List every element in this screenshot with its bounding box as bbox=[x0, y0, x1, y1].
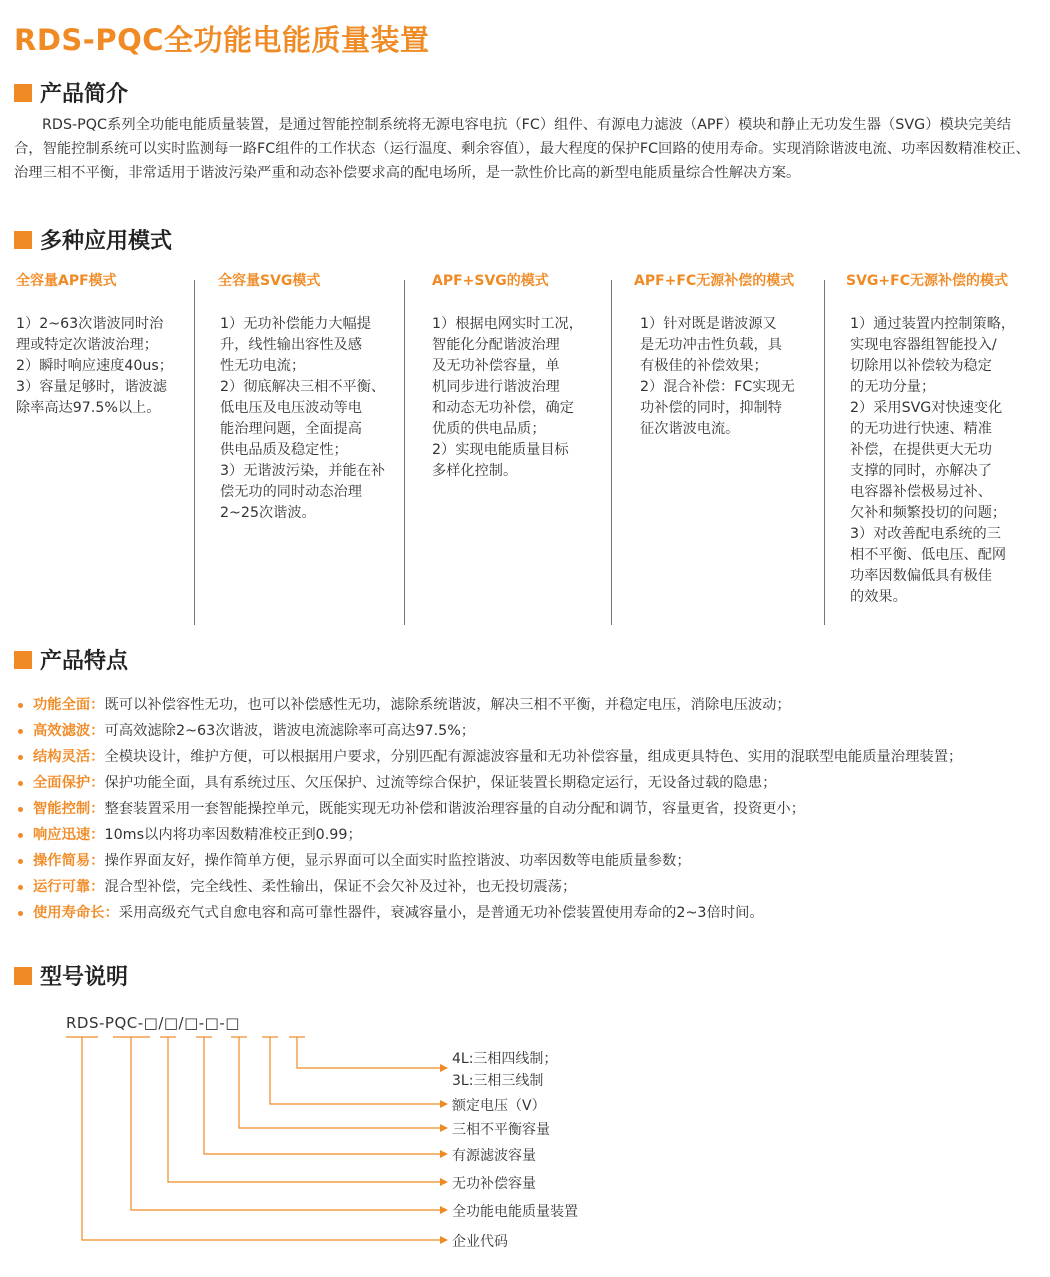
mode-title: SVG+FC无源补偿的模式 bbox=[846, 273, 1008, 289]
mode-column-apf-svg bbox=[432, 270, 583, 479]
mode-line: 功率因数偏低具有极佳 bbox=[850, 568, 992, 584]
mode-line: 低电压及电压波动等电 bbox=[220, 400, 362, 416]
feature-list bbox=[18, 692, 1038, 926]
section-marker-icon bbox=[14, 84, 32, 102]
mode-column-apf-fc bbox=[634, 270, 795, 437]
feature-text: 操作界面友好，操作简单方便，显示界面可以全面实时监控谐波、功率因数等电能质量参数； bbox=[104, 853, 691, 869]
feature-item bbox=[18, 770, 1038, 796]
mode-line: 和动态无功补偿，确定 bbox=[432, 400, 574, 416]
mode-line: 3）容量足够时，谐波滤 bbox=[16, 379, 167, 395]
mode-line: 有极佳的补偿效果； bbox=[640, 358, 768, 374]
mode-line: 电容器补偿极易过补、 bbox=[850, 484, 992, 500]
mode-line: 升，线性输出容性及感 bbox=[220, 337, 362, 353]
feature-text: 全模块设计，维护方便，可以根据用户要求，分别匹配有源滤波容量和无功补偿容量，组成更具特色、实用的混联型电能质量治理装置； bbox=[104, 749, 963, 765]
mode-line: 的无功分量； bbox=[850, 379, 936, 395]
section-marker-icon bbox=[14, 651, 32, 669]
arrow-head-icon bbox=[440, 1178, 448, 1186]
column-divider bbox=[404, 280, 405, 625]
model-label-4l: 4L:三相四线制； bbox=[452, 1051, 558, 1067]
mode-line: 2）采用SVG对快速变化 bbox=[850, 400, 1003, 416]
feature-item bbox=[18, 900, 1038, 926]
leader-var-comp bbox=[168, 1037, 440, 1182]
feature-item bbox=[18, 744, 1038, 770]
leader-voltage bbox=[270, 1037, 440, 1104]
feature-item bbox=[18, 874, 1038, 900]
feature-key: 功能全面： bbox=[33, 697, 105, 713]
feature-text: 保护功能全面，具有系统过压、欠压保护、过流等综合保护，保证装置长期稳定运行，无设备过载的隐患； bbox=[104, 775, 777, 791]
mode-line: 理或特定次谐波治理； bbox=[16, 337, 158, 353]
feature-text: 整套装置采用一套智能操控单元，既能实现无功补偿和谐波治理容量的自动分配和调节，容量更省，投资更小； bbox=[104, 801, 806, 817]
mode-line: 1）根据电网实时工况， bbox=[432, 316, 583, 332]
model-label-var: 无功补偿容量 bbox=[452, 1176, 536, 1192]
mode-line: 支撑的同时，亦解决了 bbox=[850, 463, 992, 479]
bullet-icon bbox=[18, 885, 23, 890]
leader-product bbox=[131, 1037, 440, 1210]
arrow-head-icon bbox=[440, 1236, 448, 1244]
mode-title: 全容量APF模式 bbox=[16, 273, 117, 289]
mode-body bbox=[850, 314, 1015, 608]
mode-title: APF+SVG的模式 bbox=[432, 273, 549, 289]
section-heading-text: 多种应用模式 bbox=[40, 229, 173, 254]
feature-item bbox=[18, 796, 1038, 822]
arrow-head-icon bbox=[440, 1100, 448, 1108]
mode-line: 优质的供电品质； bbox=[432, 421, 546, 437]
bullet-icon bbox=[18, 755, 23, 760]
bullet-icon bbox=[18, 911, 23, 916]
feature-item bbox=[18, 718, 1038, 744]
bullet-icon bbox=[18, 703, 23, 708]
feature-key: 高效滤波： bbox=[33, 723, 105, 739]
feature-item bbox=[18, 692, 1038, 718]
mode-line: 1）无功补偿能力大幅提 bbox=[220, 316, 371, 332]
mode-body bbox=[640, 314, 795, 440]
feature-text: 可高效滤除2~63次谐波，谐波电流滤除率可高达97.5%； bbox=[104, 723, 476, 739]
section-heading-model bbox=[14, 960, 128, 991]
mode-body bbox=[220, 314, 385, 524]
mode-line: 补偿，在提供更大无功 bbox=[850, 442, 992, 458]
column-divider bbox=[194, 280, 195, 625]
mode-line: 3）无谐波污染，并能在补 bbox=[220, 463, 386, 479]
leader-unbalance bbox=[239, 1037, 440, 1128]
model-label-apf: 有源滤波容量 bbox=[452, 1148, 536, 1164]
bullet-icon bbox=[18, 781, 23, 786]
model-label-product: 全功能电能质量装置 bbox=[452, 1204, 578, 1220]
section-heading-text: 产品简介 bbox=[40, 82, 129, 107]
mode-line: 智能化分配谐波治理 bbox=[432, 337, 560, 353]
mode-line: 2）瞬时响应速度40us； bbox=[16, 358, 173, 374]
model-label-voltage: 额定电压（V） bbox=[452, 1098, 546, 1114]
mode-line: 2）混合补偿：FC实现无 bbox=[640, 379, 795, 395]
feature-key: 智能控制： bbox=[33, 801, 105, 817]
mode-line: 2）彻底解决三相不平衡、 bbox=[220, 379, 386, 395]
page-title: RDS-PQC全功能电能质量装置 bbox=[14, 23, 430, 57]
mode-line: 的效果。 bbox=[850, 589, 907, 605]
section-heading-features bbox=[14, 644, 128, 675]
mode-line: 多样化控制。 bbox=[432, 463, 518, 479]
mode-line: 供电品质及稳定性； bbox=[220, 442, 348, 458]
leader-wiring bbox=[297, 1037, 440, 1068]
section-heading-intro bbox=[14, 77, 128, 108]
mode-line: 是无功冲击性负载，具 bbox=[640, 337, 782, 353]
mode-line: 能治理问题，全面提高 bbox=[220, 421, 362, 437]
model-code: RDS-PQC-□/□/□-□-□ bbox=[66, 1014, 240, 1032]
model-label-unbalance: 三相不平衡容量 bbox=[452, 1122, 550, 1138]
mode-line: 1）2~63次谐波同时治 bbox=[16, 316, 164, 332]
arrow-head-icon bbox=[440, 1064, 448, 1072]
mode-line: 性无功电流； bbox=[220, 358, 306, 374]
mode-line: 相不平衡、低电压、配网 bbox=[850, 547, 1007, 563]
mode-line: 2）实现电能质量目标 bbox=[432, 442, 569, 458]
arrow-head-icon bbox=[440, 1206, 448, 1214]
section-heading-text: 产品特点 bbox=[40, 649, 129, 674]
mode-line: 实现电容器组智能投入/ bbox=[850, 337, 997, 353]
section-heading-text: 型号说明 bbox=[40, 965, 129, 990]
model-label-3l: 3L:三相三线制 bbox=[452, 1073, 544, 1089]
intro-paragraph: RDS-PQC系列全功能电能质量装置，是通过智能控制系统将无源电容电抗（FC）组件、有源电力滤波（APF）模块和静止无功发生器（SVG）模块完美结合，智能控制系统可以实时监测每一路FC组件的工作状态（运行温度、剩余容值），最大程度的保护FC回路的使用寿命。实现消除谐波电流、功率因数精准校正、治理三相不平衡，非常适用于谐波污染严重和动态补偿要求高的配电场所，是一款性价比高的新型电能质量综合性解决方案。 bbox=[14, 117, 1030, 181]
mode-column-apf bbox=[16, 270, 173, 416]
mode-line: 除率高达97.5%以上。 bbox=[16, 400, 161, 416]
model-code-diagram bbox=[0, 1000, 1050, 1270]
mode-body bbox=[432, 314, 583, 482]
model-label-enterprise: 企业代码 bbox=[452, 1234, 508, 1250]
feature-key: 使用寿命长： bbox=[33, 905, 119, 921]
mode-line: 功补偿的同时，抑制特 bbox=[640, 400, 782, 416]
section-heading-modes bbox=[14, 224, 172, 255]
mode-body bbox=[16, 314, 173, 419]
column-divider bbox=[824, 280, 825, 625]
section-marker-icon bbox=[14, 231, 32, 249]
mode-line: 及无功补偿容量，单 bbox=[432, 358, 560, 374]
feature-item bbox=[18, 848, 1038, 874]
mode-line: 的无功进行快速、精准 bbox=[850, 421, 992, 437]
feature-text: 采用高级充气式自愈电容和高可靠性器件，衰减容量小，是普通无功补偿装置使用寿命的2~3倍时间。 bbox=[118, 905, 764, 921]
mode-line: 机同步进行谐波治理 bbox=[432, 379, 560, 395]
feature-text: 既可以补偿容性无功，也可以补偿感性无功，滤除系统谐波，解决三相不平衡，并稳定电压，消除电压波动； bbox=[104, 697, 791, 713]
mode-line: 1）通过装置内控制策略， bbox=[850, 316, 1016, 332]
feature-text: 10ms以内将功率因数精准校正到0.99； bbox=[104, 827, 362, 843]
feature-key: 运行可靠： bbox=[33, 879, 105, 895]
bullet-icon bbox=[18, 807, 23, 812]
mode-line: 1）针对既是谐波源又 bbox=[640, 316, 777, 332]
mode-column-svg bbox=[218, 270, 386, 521]
bullet-icon bbox=[18, 729, 23, 734]
section-marker-icon bbox=[14, 967, 32, 985]
feature-key: 操作简易： bbox=[33, 853, 105, 869]
feature-key: 结构灵活： bbox=[33, 749, 105, 765]
mode-title: APF+FC无源补偿的模式 bbox=[634, 273, 795, 289]
feature-item bbox=[18, 822, 1038, 848]
mode-line: 欠补和频繁投切的问题； bbox=[850, 505, 1007, 521]
feature-text: 混合型补偿，完全线性、柔性输出，保证不会欠补及过补，也无投切震荡； bbox=[104, 879, 577, 895]
mode-title: 全容量SVG模式 bbox=[218, 273, 321, 289]
mode-column-svg-fc bbox=[846, 270, 1016, 605]
mode-line: 征次谐波电流。 bbox=[640, 421, 740, 437]
mode-line: 偿无功的同时动态治理 bbox=[220, 484, 362, 500]
feature-key: 全面保护： bbox=[33, 775, 105, 791]
mode-line: 切除用以补偿较为稳定 bbox=[850, 358, 992, 374]
arrow-head-icon bbox=[440, 1150, 448, 1158]
bullet-icon bbox=[18, 859, 23, 864]
bullet-icon bbox=[18, 833, 23, 838]
mode-line: 3）对改善配电系统的三 bbox=[850, 526, 1001, 542]
arrow-head-icon bbox=[440, 1124, 448, 1132]
mode-line: 2~25次谐波。 bbox=[220, 505, 316, 521]
application-modes bbox=[0, 270, 1050, 620]
column-divider bbox=[611, 280, 612, 625]
feature-key: 响应迅速： bbox=[33, 827, 105, 843]
